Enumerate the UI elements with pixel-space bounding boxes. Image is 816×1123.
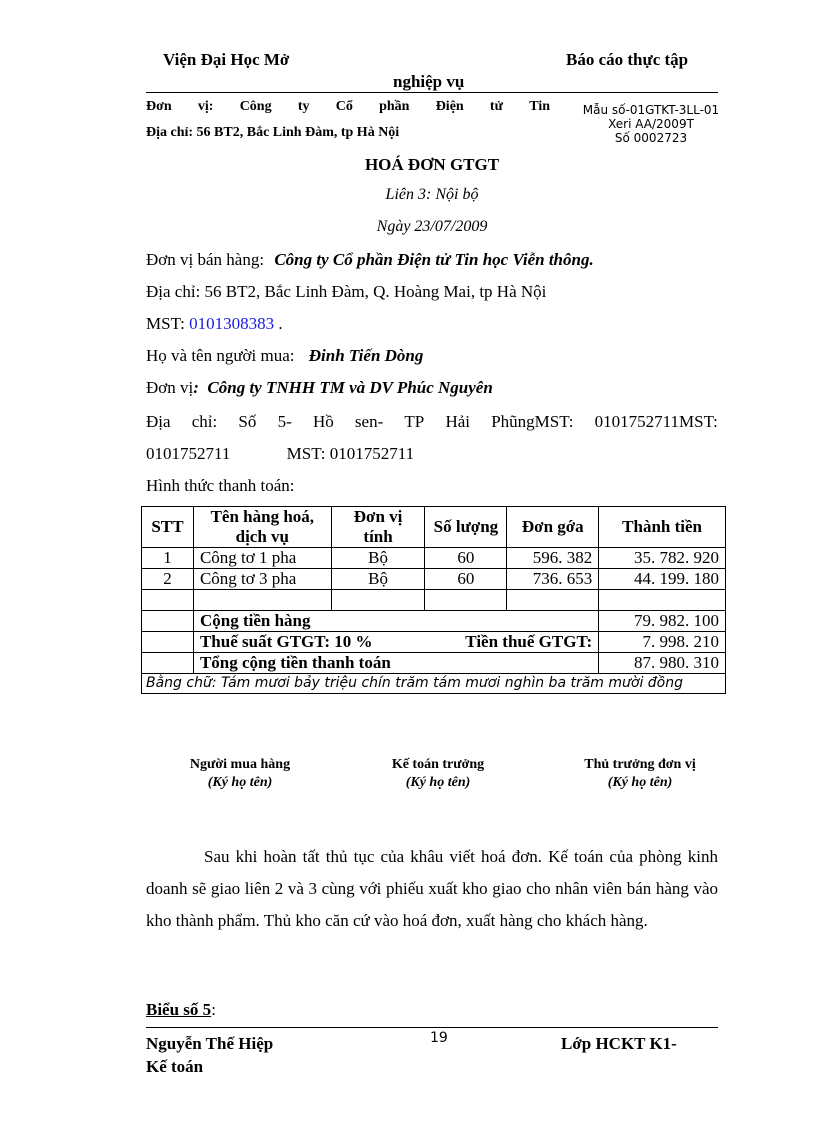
header-report-title: Báo cáo thực tập	[566, 50, 689, 69]
total-value: 87. 980. 310	[599, 653, 726, 674]
buyer-address-word: chỉ:	[191, 412, 218, 431]
col-header: Đơn gớa	[507, 507, 599, 548]
signature-title: Người mua hàng	[189, 757, 291, 772]
invoice-table	[141, 506, 726, 694]
buyer-address-word: 5-	[277, 412, 292, 431]
buyer-label: Họ và tên người mua:	[146, 346, 295, 365]
seller-unit-line	[146, 99, 550, 115]
header-report-title-cont: nghiệp vụ	[393, 72, 465, 91]
col-header: Số lượng	[425, 507, 507, 548]
table-row-tax	[142, 632, 726, 653]
signature-accountant	[348, 756, 528, 792]
tax-value: 7. 998. 210	[599, 632, 726, 653]
buyer-address-word: PhũngMST:	[491, 412, 574, 431]
tax-cell	[193, 632, 598, 653]
buyer-address-word: 0101752711MST:	[594, 412, 718, 431]
mst-value: 0101308383	[189, 314, 275, 333]
form-code	[566, 103, 736, 145]
table-row-subtotal	[142, 611, 726, 632]
signature-title: Kế toán trưởng	[391, 757, 485, 772]
seller-address: Địa chỉ: 56 BT2, Bắc Linh Đàm, Q. Hoàng Mai, tp Hà Nội	[146, 282, 547, 301]
seller-unit-word: Tin	[529, 99, 550, 114]
subtotal-value: 79. 982. 100	[599, 611, 726, 632]
invoice-date: Ngày 23/07/2009	[376, 218, 488, 235]
seller-address-short: Địa chỉ: 56 BT2, Bắc Linh Đàm, tp Hà Nội	[146, 125, 400, 140]
mst-line	[146, 314, 283, 334]
buyer-unit-value: : Công ty TNHH TM và DV Phúc Nguyên	[193, 378, 493, 397]
cell: Bộ	[331, 548, 425, 569]
footer-author: Nguyễn Thế Hiệp	[146, 1034, 274, 1053]
cell: 35. 782. 920	[599, 548, 726, 569]
cell: Công tơ 3 pha	[193, 569, 331, 590]
buyer-address-word: sen-	[354, 412, 384, 431]
seller-label: Đơn vị bán hàng:	[146, 250, 265, 269]
mst-suffix: .	[274, 314, 283, 333]
tax-amount-label: Tiền thuế GTGT:	[465, 632, 593, 651]
col-header: Tên hàng hoá, dịch vụ	[193, 507, 331, 548]
amount-in-words: Bằng chữ: Tám mươi bảy triệu chín trăm tám mươi nghìn ba trăm mười đồng	[142, 674, 726, 694]
cell: 2	[142, 569, 194, 590]
seller-value: Công ty Cổ phần Điện tử Tin học Viễn thông.	[274, 250, 594, 269]
body-paragraph: Sau khi hoàn tất thủ tục của khâu viết hoá đơn. Kế toán của phòng kinh doanh sẽ giao liên 2 và 3 cùng với phiếu xuất kho giao cho nhân viên bán hàng vào kho thành phẩm. Thủ kho căn cứ vào hoá đơn, xuất hàng cho khách hàng.	[146, 847, 718, 930]
footer-rule	[146, 1027, 718, 1028]
buyer-mst-a: 0101752711	[146, 444, 231, 463]
invoice-copy: Liên 3: Nội bộ	[385, 186, 479, 203]
signature-sub: (Ký họ tên)	[405, 775, 471, 790]
table-row	[142, 569, 726, 590]
seller-unit-word: Công	[239, 99, 272, 114]
cell: 44. 199. 180	[599, 569, 726, 590]
col-header: Thành tiền	[599, 507, 726, 548]
table-header-row	[142, 507, 726, 548]
seller-unit-word: Cổ	[335, 99, 353, 114]
buyer-unit-label: Đơn vị	[146, 378, 194, 397]
cell: 596. 382	[507, 548, 599, 569]
signature-sub: (Ký họ tên)	[207, 775, 273, 790]
signature-title: Thủ trưởng đơn vị	[584, 757, 696, 772]
seller-unit-word: tử	[489, 99, 503, 114]
signature-sub: (Ký họ tên)	[607, 775, 673, 790]
buyer-address-word: Địa	[146, 412, 171, 431]
seller-unit-word: Điện	[435, 99, 464, 114]
buyer-address-word: TP	[404, 412, 425, 431]
total-label: Tổng cộng tiền thanh toán	[193, 653, 598, 674]
buyer-address-word: Hồ	[312, 412, 334, 431]
seller-unit-word: vị:	[197, 99, 214, 114]
col-header: Đơn vị tính	[331, 507, 425, 548]
table-row-words	[142, 674, 726, 694]
form-code-line: Mẫu số-01GTKT-3LL-01	[582, 103, 720, 117]
header-rule	[146, 92, 718, 93]
signature-director	[550, 756, 730, 792]
cell: Bộ	[331, 569, 425, 590]
seller-unit-word: Đơn	[146, 99, 172, 114]
section-label-colon: :	[211, 1000, 216, 1019]
subtotal-label: Cộng tiền hàng	[193, 611, 598, 632]
signature-buyer	[150, 756, 330, 792]
cell: 60	[425, 548, 507, 569]
table-row-total	[142, 653, 726, 674]
payment-method: Hình thức thanh toán:	[146, 476, 295, 495]
header-institute: Viện Đại Học Mở	[163, 50, 290, 69]
buyer-value: Đinh Tiến Dòng	[308, 346, 424, 365]
cell: 736. 653	[507, 569, 599, 590]
seller-line	[146, 250, 594, 270]
cell: Công tơ 1 pha	[193, 548, 331, 569]
buyer-address-line	[146, 412, 718, 432]
col-header: STT	[142, 507, 194, 548]
table-row-empty	[142, 590, 726, 611]
section-label-text: Biểu số 5	[146, 1000, 212, 1019]
buyer-line	[146, 346, 423, 366]
form-code-line: Xeri AA/2009T	[608, 117, 694, 131]
buyer-mst-b: MST: 0101752711	[286, 444, 415, 463]
table-row	[142, 548, 726, 569]
section-label	[146, 1000, 216, 1020]
footer-class: Lớp HCKT K1-	[561, 1034, 677, 1053]
seller-unit-word: phần	[379, 99, 410, 114]
page-number: 19	[430, 1030, 448, 1046]
invoice-title: HOÁ ĐƠN GTGT	[364, 155, 500, 174]
buyer-address-word: Số	[238, 412, 257, 431]
form-code-line: Số 0002723	[614, 131, 688, 145]
cell: 60	[425, 569, 507, 590]
buyer-mst-line	[146, 444, 414, 464]
mst-label: MST:	[146, 314, 185, 333]
buyer-address-word: Hải	[445, 412, 470, 431]
seller-unit-word: ty	[297, 99, 310, 114]
footer-major: Kế toán	[146, 1057, 204, 1076]
buyer-unit-line	[146, 378, 493, 398]
cell: 1	[142, 548, 194, 569]
tax-rate-label: Thuế suất GTGT: 10 %	[199, 632, 373, 651]
